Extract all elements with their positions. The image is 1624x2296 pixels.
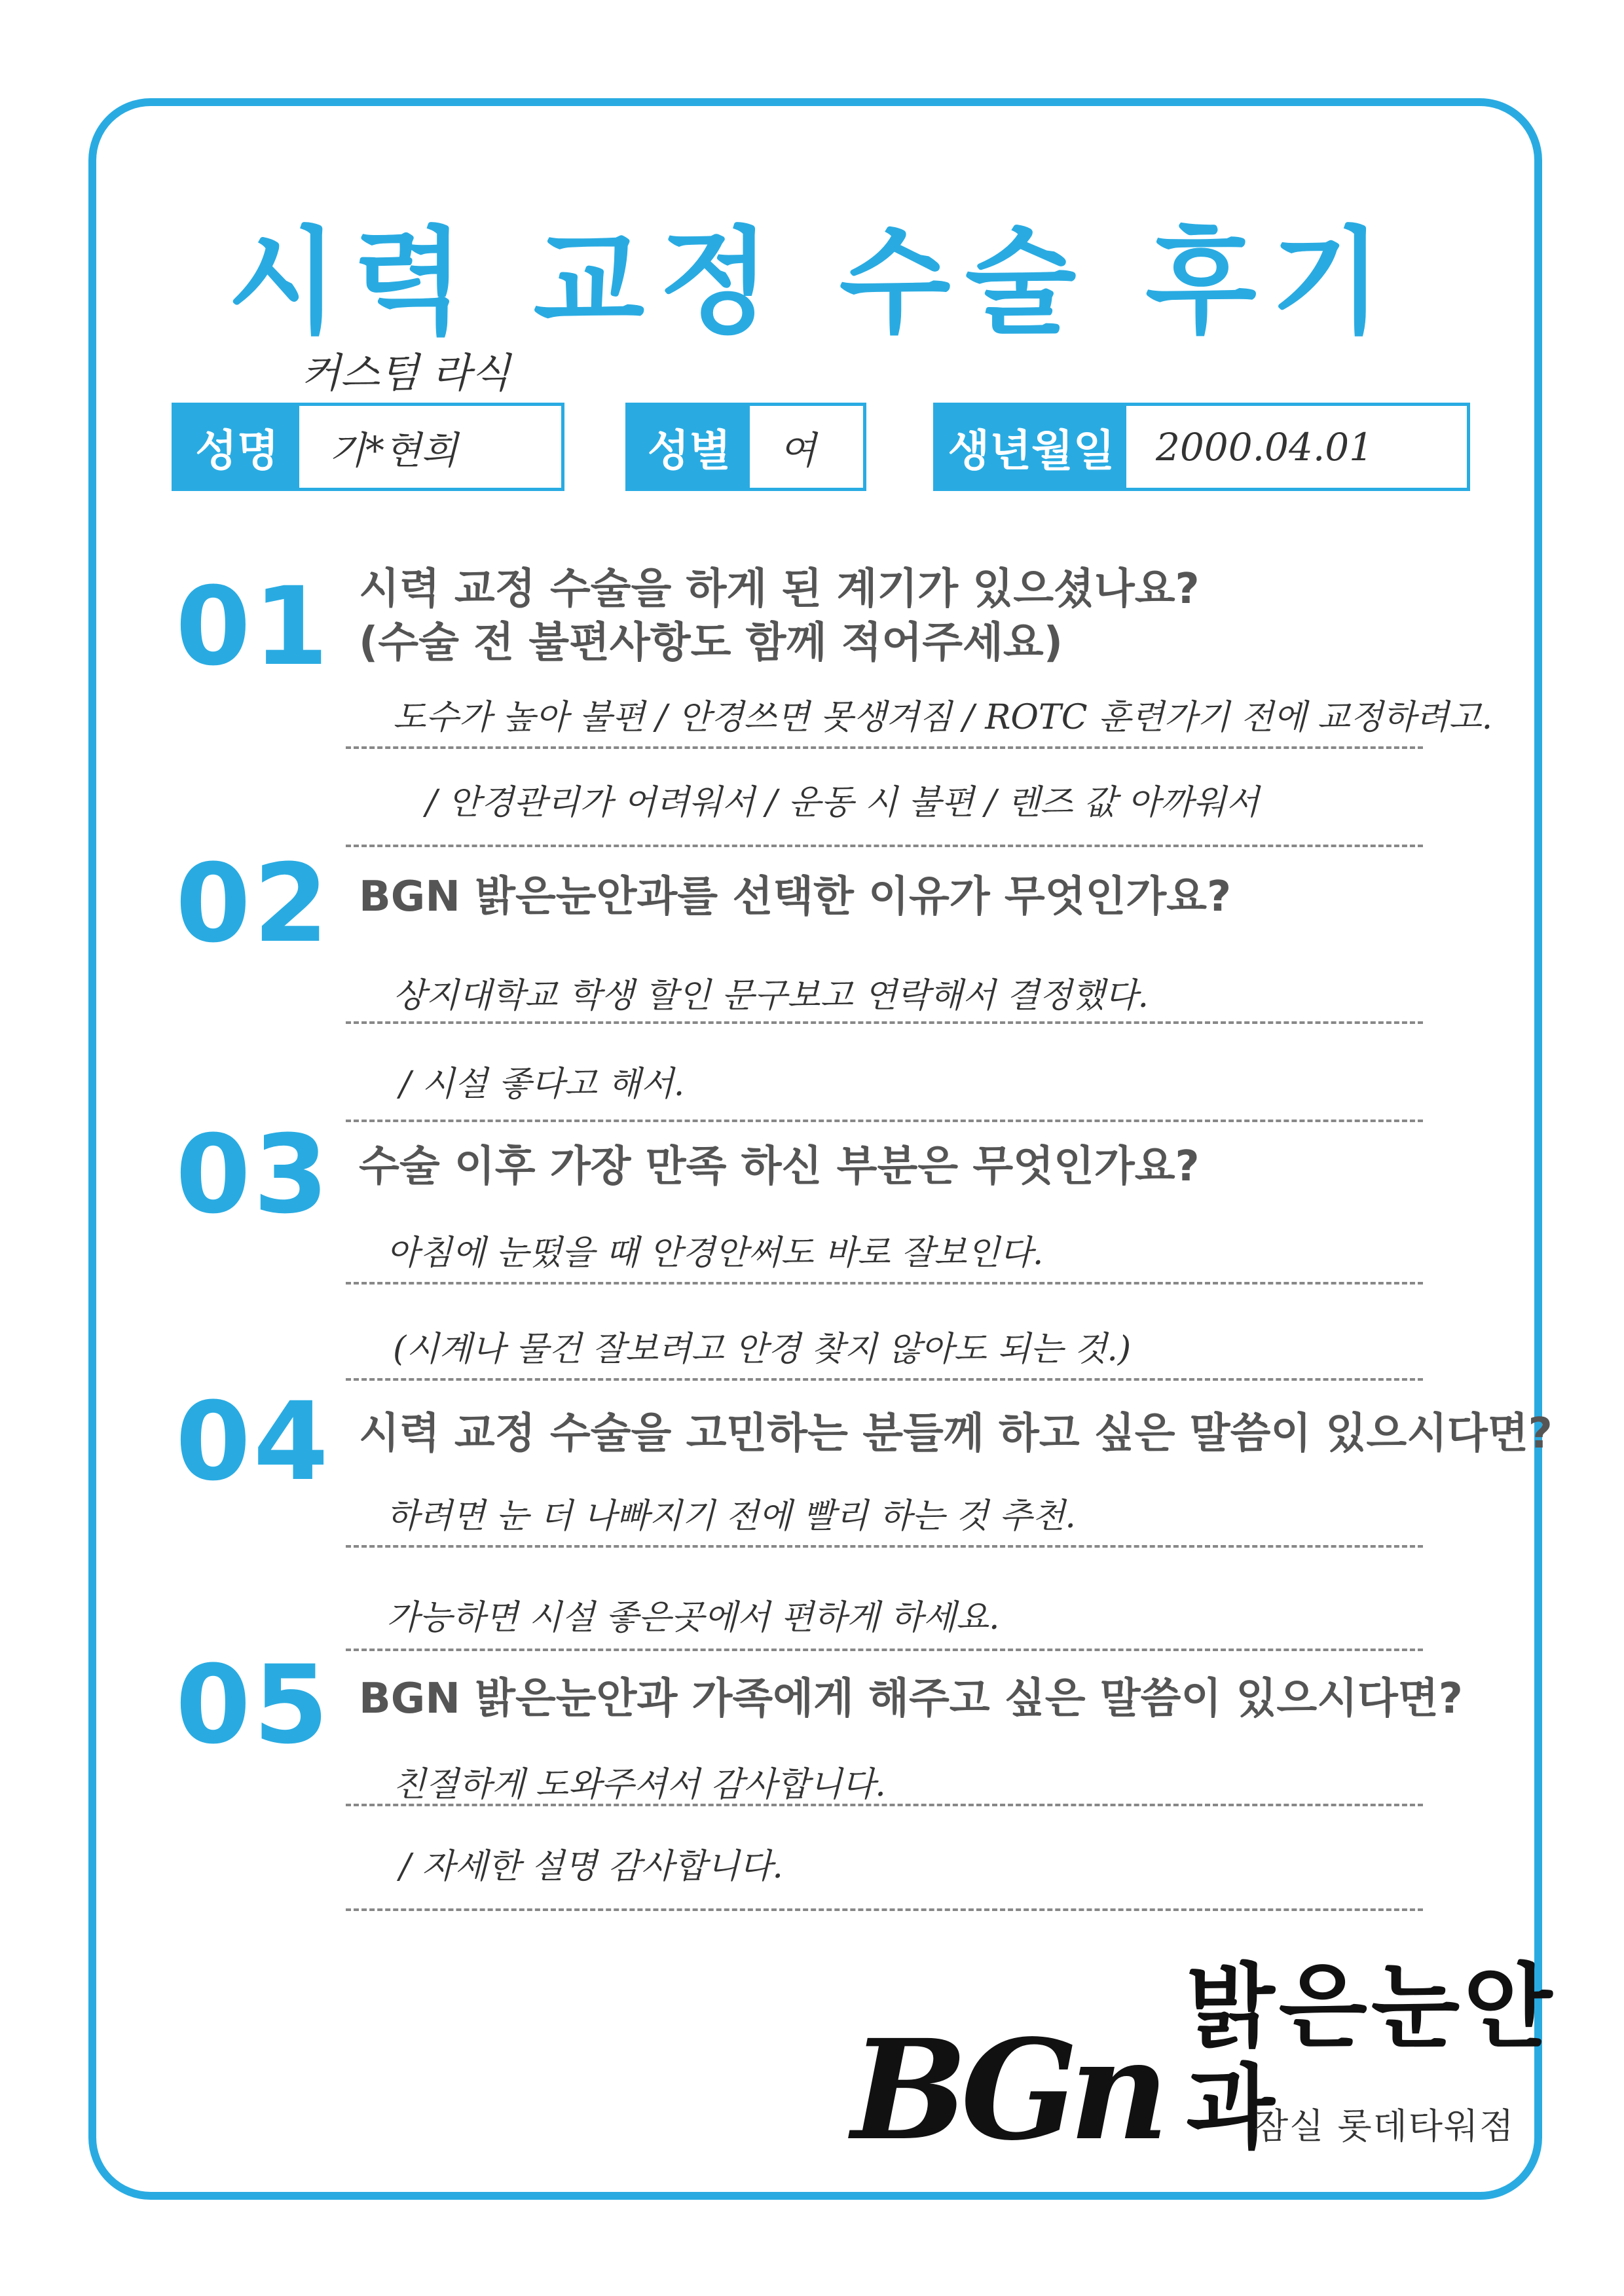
answer-divider xyxy=(346,1545,1423,1548)
branch-name: 잠실 롯데타워점 xyxy=(1254,2105,1515,2147)
question-number: 02 xyxy=(175,841,331,966)
answer-line: 가능하면 시설 좋은곳에서 편하게 하세요. xyxy=(386,1598,1000,1637)
answer-divider xyxy=(346,746,1423,749)
question-number: 03 xyxy=(175,1112,331,1237)
question-number: 04 xyxy=(175,1379,331,1504)
surgery-type-note: 커스텀 라식 xyxy=(301,349,511,397)
answer-divider xyxy=(346,1282,1423,1285)
name-value: 기*현희 xyxy=(329,428,458,473)
gender-label: 성별 xyxy=(629,406,750,488)
question-text: 수술 이후 가장 만족 하신 부분은 무엇인가요? xyxy=(359,1142,1200,1191)
gender-field xyxy=(625,403,866,491)
birthdate-value: 2000.04.01 xyxy=(1156,424,1374,469)
answer-line: / 안경관리가 어려워서 / 운동 시 불편 / 렌즈 값 아까워서 xyxy=(426,783,1259,822)
question-text: 시력 교정 수술을 하게 된 계기가 있으셨나요? (수술 전 불편사항도 함께 적어주세요) xyxy=(359,565,1200,667)
answer-divider xyxy=(346,1021,1423,1024)
question-number: 05 xyxy=(175,1642,331,1768)
question-text: 시력 교정 수술을 고민하는 분들께 하고 싶은 말씀이 있으시다면? xyxy=(359,1410,1553,1458)
question-text: BGN 밝은눈안과 가족에게 해주고 싶은 말씀이 있으시다면? xyxy=(359,1675,1463,1723)
answer-divider xyxy=(346,1378,1423,1381)
answer-line: 하려면 눈 더 나빠지기 전에 빨리 하는 것 추천. xyxy=(386,1497,1076,1536)
name-label: 성명 xyxy=(175,406,299,488)
gender-value: 여 xyxy=(779,428,817,473)
question-number: 01 xyxy=(175,564,331,689)
answer-line: (시계나 물건 잘보려고 안경 찾지 않아도 되는 것.) xyxy=(393,1330,1132,1369)
answer-line: 친절하게 도와주셔서 감사합니다. xyxy=(393,1765,886,1804)
answer-divider xyxy=(346,1804,1423,1806)
name-field xyxy=(172,403,564,491)
birthdate-label: 생년월일 xyxy=(936,406,1126,488)
logo-korean: 밝은눈안과 xyxy=(1186,1954,1557,2162)
logo-bgn: BGn xyxy=(851,2009,1160,2171)
answer-line: / 자세한 설명 감사합니다. xyxy=(399,1847,783,1886)
answer-line: 도수가 높아 불편 / 안경쓰면 못생겨짐 / ROTC 훈련가기 전에 교정하려고. xyxy=(393,698,1493,737)
page-title: 시력 교정 수술 후기 xyxy=(227,215,1397,350)
question-text: BGN 밝은눈안과를 선택한 이유가 무엇인가요? xyxy=(359,873,1232,921)
answer-line: 상지대학교 학생 할인 문구보고 연락해서 결정했다. xyxy=(393,976,1149,1015)
answer-divider xyxy=(346,1120,1423,1122)
answer-divider xyxy=(346,1908,1423,1911)
answer-line: 아침에 눈떴을 때 안경안써도 바로 잘보인다. xyxy=(386,1233,1044,1273)
answer-divider xyxy=(346,1649,1423,1651)
answer-divider xyxy=(346,845,1423,847)
answer-line: / 시설 좋다고 해서. xyxy=(399,1065,685,1104)
birthdate-field xyxy=(933,403,1470,491)
